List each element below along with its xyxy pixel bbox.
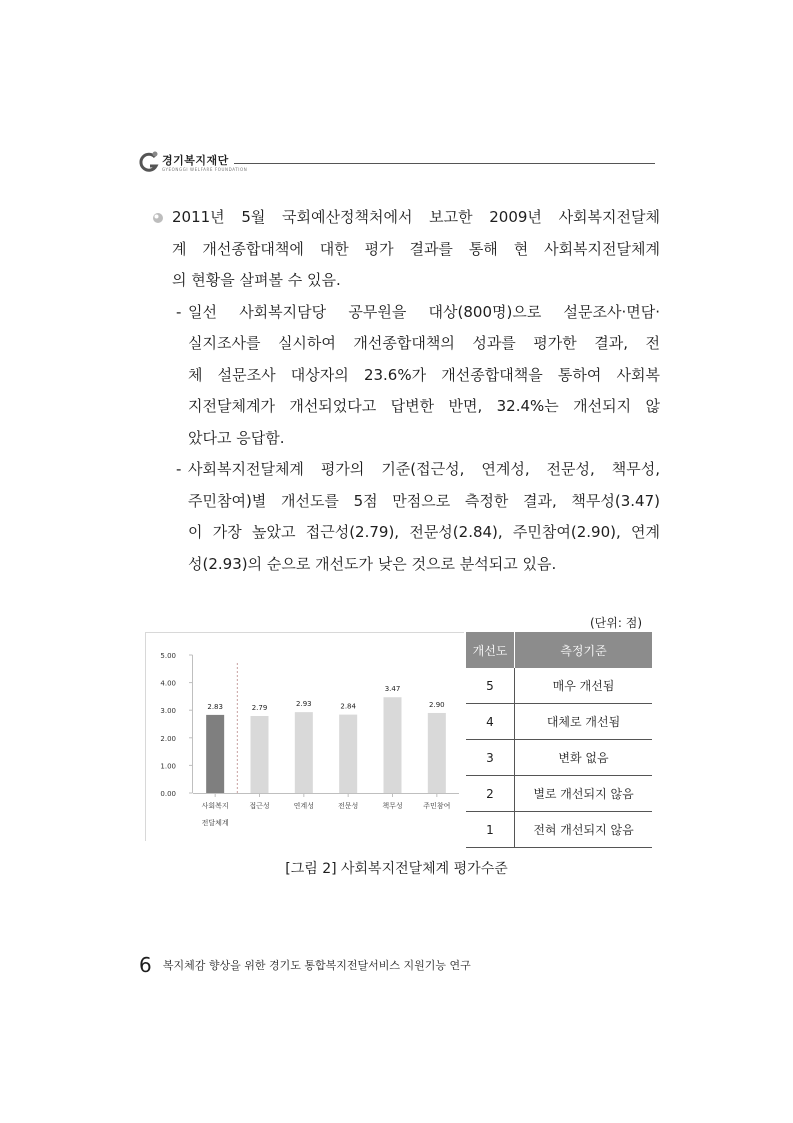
paragraph-line: 2011년 5월 국회예산정책처에서 보고한 2009년 사회복지전달체: [172, 208, 660, 226]
bullet-icon: [152, 212, 164, 224]
chart-bar: [384, 697, 402, 793]
paragraph-line: 주민참여)별 개선도를 5점 만점으로 측정한 결과, 책무성(3.47): [188, 491, 660, 510]
dash-marker: -: [176, 460, 182, 478]
page-header: [138, 148, 655, 178]
table-header-row: [466, 632, 652, 668]
criterion-cell: 매우 개선됨: [515, 668, 653, 704]
criterion-cell: 대체로 개선됨: [515, 704, 653, 740]
evaluation-bar-chart: [145, 632, 464, 841]
category-label: 책무성: [382, 802, 403, 810]
foundation-logo-icon: [138, 150, 160, 174]
chart-bar: [295, 712, 313, 793]
data-label: 2.90: [429, 700, 445, 709]
data-label: 2.84: [340, 702, 356, 711]
dash-marker: -: [176, 302, 182, 321]
paragraph-line: 일선 사회복지담당 공무원을 대상(800명)으로 설문조사·면담·: [188, 302, 660, 321]
category-label: 접근성: [249, 802, 270, 810]
header-rule: [234, 163, 655, 164]
y-tick-label: 4.00: [160, 679, 176, 688]
y-tick-label: 2.00: [160, 734, 176, 743]
category-label: 사회복지: [201, 802, 229, 810]
logo-text: 경기복지재단: [162, 154, 229, 167]
y-tick-label: 0.00: [160, 790, 176, 798]
sub-paragraph-survey: [150, 297, 660, 455]
data-label: 2.79: [251, 703, 268, 712]
main-paragraph: [150, 202, 660, 297]
category-label: 전문성: [338, 802, 359, 810]
data-label: 3.47: [384, 685, 401, 694]
criterion-cell: 변화 없음: [515, 740, 653, 776]
category-label: 전달체계: [201, 819, 229, 827]
chart-canvas: [146, 633, 464, 841]
y-tick-label: 1.00: [160, 762, 176, 771]
chart-bar: [206, 715, 224, 793]
y-tick-label: 3.00: [160, 707, 176, 716]
score-cell: 1: [466, 812, 515, 848]
unit-label: (단위: 점): [590, 616, 642, 630]
paragraph-line: 성(2.93)의 순으로 개선도가 낮은 것으로 분석되고 있음.: [188, 554, 557, 573]
table-row: [466, 740, 652, 776]
criterion-cell: 전혀 개선되지 않음: [515, 812, 653, 848]
paragraph-line: 체 설문조사 대상자의 23.6%가 개선종합대책을 통하여 사회복: [188, 365, 660, 384]
table-row: [466, 812, 652, 848]
paragraph-line: 계 개선종합대책에 대한 평가 결과를 통해 현 사회복지전달체계: [172, 239, 660, 258]
chart-bar: [251, 716, 269, 793]
paragraph-line: 았다고 응답함.: [188, 428, 285, 447]
paragraph-line: 사회복지전달체계 평가의 기준(접근성, 연계성, 전문성, 책무성,: [188, 460, 660, 478]
table-row: [466, 776, 652, 812]
logo-subtext: GYEONGGI WELFARE FOUNDATION: [162, 167, 248, 172]
table-row: [466, 704, 652, 740]
paragraph-line: 지전달체계가 개선되었다고 답변한 반면, 32.4%는 개선되지 않: [188, 397, 660, 415]
score-cell: 5: [466, 668, 515, 704]
page-footer: [139, 953, 471, 977]
score-cell: 4: [466, 704, 515, 740]
criterion-cell: 별로 개선되지 않음: [515, 776, 653, 812]
y-tick-label: 5.00: [160, 652, 176, 660]
sub-paragraph-criteria: [150, 454, 660, 580]
chart-bar: [428, 713, 446, 793]
header-criterion: 측정기준: [515, 632, 653, 668]
paragraph-line: 실지조사를 실시하여 개선종합대책의 성과를 평가한 결과, 전: [188, 334, 660, 352]
chart-bar: [339, 715, 357, 793]
header-score: 개선도: [466, 632, 515, 668]
data-label: 2.93: [296, 700, 312, 709]
category-label: 주민참여: [423, 802, 451, 810]
score-cell: 3: [466, 740, 515, 776]
paragraph-line: 의 현황을 살펴볼 수 있음.: [172, 271, 341, 289]
paragraph-line: 이 가장 높았고 접근성(2.79), 전문성(2.84), 주민참여(2.90), 연계: [188, 523, 660, 541]
score-cell: 2: [466, 776, 515, 812]
figure-caption: [그림 2] 사회복지전달체계 평가수준: [285, 861, 508, 877]
data-label: 2.83: [207, 702, 223, 711]
body-text: [150, 202, 660, 580]
page-number: 6: [139, 953, 152, 977]
category-label: 연계성: [293, 802, 314, 810]
table-row: [466, 668, 652, 704]
report-title: 복지체감 향상을 위한 경기도 통합복지전달서비스 지원기능 연구: [162, 959, 471, 972]
criteria-table: [466, 632, 652, 848]
